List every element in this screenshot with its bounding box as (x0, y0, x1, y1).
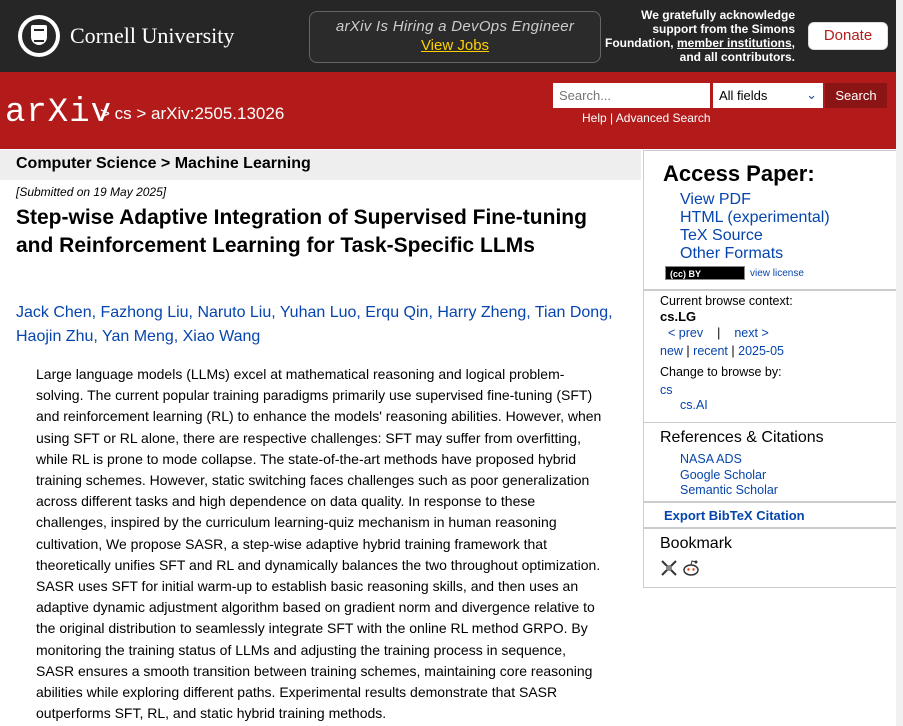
tex-source-link[interactable]: TeX Source (680, 227, 763, 244)
search-field-value: All fields (719, 88, 768, 103)
scrollbar[interactable] (896, 0, 903, 726)
bookmark-icons (660, 559, 700, 577)
author-link[interactable]: Yuhan Luo (279, 304, 357, 321)
prev-next-nav (668, 326, 769, 340)
member-institutions-link[interactable]: member institutions (676, 36, 792, 50)
browse-cs-link[interactable]: cs (660, 383, 673, 397)
help-advanced-search-links[interactable]: Help | Advanced Search (582, 111, 711, 125)
listing-links (660, 344, 784, 358)
browse-context-value: cs.LG (660, 309, 697, 324)
submission-date: [Submitted on 19 May 2025] (16, 185, 167, 199)
export-bibtex-link[interactable]: Export BibTeX Citation (664, 508, 805, 523)
donate-button[interactable]: Donate (808, 22, 888, 50)
access-paper-box (643, 150, 899, 290)
other-formats-link[interactable]: Other Formats (680, 245, 784, 262)
prev-link[interactable]: < prev (668, 326, 704, 340)
hiring-text: arXiv Is Hiring a DevOps Engineer (335, 18, 575, 35)
access-paper-heading: Access Paper: (663, 161, 815, 186)
bookmark-box (643, 528, 899, 588)
arxiv-logo[interactable]: arXiv (5, 94, 113, 132)
acknowledgement (600, 8, 795, 64)
cornell-logo[interactable] (18, 14, 234, 58)
sidebar (641, 150, 903, 726)
browse-csai-link[interactable]: cs.AI (680, 398, 708, 412)
search-input[interactable] (553, 83, 710, 108)
bookmark-heading: Bookmark (660, 535, 733, 552)
browse-context-label: Current browse context: (660, 294, 793, 308)
html-link[interactable]: HTML (experimental) (680, 209, 830, 226)
bibtex-box (643, 502, 899, 528)
next-link[interactable]: next > (734, 326, 769, 340)
chevron-down-icon: ⌄ (806, 87, 817, 102)
nasa-ads-link[interactable]: NASA ADS (680, 452, 742, 466)
view-license-link[interactable]: view license (750, 268, 804, 279)
bibsonomy-icon[interactable] (660, 559, 678, 577)
reddit-icon[interactable] (682, 559, 700, 577)
month-link[interactable]: 2025-05 (738, 344, 784, 358)
separator: | (731, 344, 735, 358)
author-link[interactable]: Harry Zheng (437, 304, 527, 321)
author-link[interactable]: Tian Dong (534, 304, 609, 321)
ack-line: , (791, 36, 795, 50)
ack-line: and all contributors. (679, 50, 795, 64)
ack-line: Foundation, (604, 36, 677, 50)
subject-heading: Computer Science > Machine Learning (16, 155, 311, 172)
university-name: Cornell University (70, 23, 235, 48)
view-jobs-link[interactable]: View Jobs (420, 37, 490, 54)
author-list: Jack Chen, Fazhong Liu, Naruto Liu, Yuhan Luo, Erqu Qin, Harry Zheng, Tian Dong, Haojin Zhu, Yan Meng, Xiao Wang (16, 304, 613, 345)
author-link[interactable]: Erqu Qin (365, 304, 429, 321)
access-links (680, 191, 830, 263)
recent-link[interactable]: recent (693, 344, 728, 358)
cc-by-license-badge[interactable]: (cc) BY (665, 266, 745, 280)
ack-line: support from the Simons (652, 22, 795, 36)
separator: | (686, 344, 690, 358)
author-link[interactable]: Naruto Liu (197, 304, 272, 321)
paper-title: Step-wise Adaptive Integration of Supervised Fine-tuning and Reinforcement Learning for Task-Specific LLMs (16, 206, 587, 257)
references-heading: References & Citations (660, 429, 824, 446)
separator: | (717, 326, 721, 340)
cornell-seal-icon (18, 15, 60, 57)
view-pdf-link[interactable]: View PDF (680, 191, 751, 208)
abstract-text: Large language models (LLMs) excel at mathematical reasoning and logical problem-solving. The current popular training paradigms primarily use supervised fine-tuning (SFT) and reinforcement learning (RL) to enhance the models' reasoning abilities. However, when using SFT or RL alone, there are respective challenges: SFT may suffer from overfitting, while RL is prone to mode collapse. The state-of-the-art methods have proposed hybrid training schemes. However, static switching faces challenges such as poor generalization across different tasks and high dependence on data quality. In response to these challenges, inspired by the curriculum learning-quiz mechanism in human reasoning cultivation, We propose SASR, a step-wise adaptive hybrid training framework that theoretically unifies SFT and RL and dynamically balances the two throughout optimization. SASR uses SFT for initial warm-up to establish basic reasoning skills, and then uses an adaptive dynamic adjustment algorithm based on gradient norm and divergence relative to the original distribution to seamlessly integrate SFT with the online RL method GRPO. By monitoring the training status of LLMs and adjusting the training process in sequence, SASR ensures a smooth transition between training schemes, maintaining core reasoning abilities while exploring different paths. Experimental results demonstrate that SASR outperforms SFT, RL, and static hybrid training methods. (36, 366, 602, 722)
ack-line: We gratefully acknowledge (641, 8, 795, 22)
browse-context-box (643, 290, 899, 435)
author-link[interactable]: Haojin Zhu (16, 328, 94, 345)
references-links (680, 452, 778, 499)
breadcrumb[interactable]: > cs > arXiv:2505.13026 (100, 104, 285, 123)
author-link[interactable]: Yan Meng (101, 328, 174, 345)
semantic-scholar-link[interactable]: Semantic Scholar (680, 483, 778, 497)
search-button[interactable]: Search (825, 83, 887, 108)
new-link[interactable]: new (660, 344, 683, 358)
subject-heading-bar (0, 150, 641, 180)
search-field-select[interactable] (713, 83, 823, 108)
author-link[interactable]: Jack Chen (16, 304, 92, 321)
top-banner (0, 0, 903, 72)
author-link[interactable]: Fazhong Liu (100, 304, 189, 321)
author-link[interactable]: Xiao Wang (182, 328, 261, 345)
references-box (643, 422, 899, 502)
google-scholar-link[interactable]: Google Scholar (680, 467, 767, 482)
hiring-banner (309, 11, 601, 63)
change-browse-label: Change to browse by: (660, 365, 782, 379)
